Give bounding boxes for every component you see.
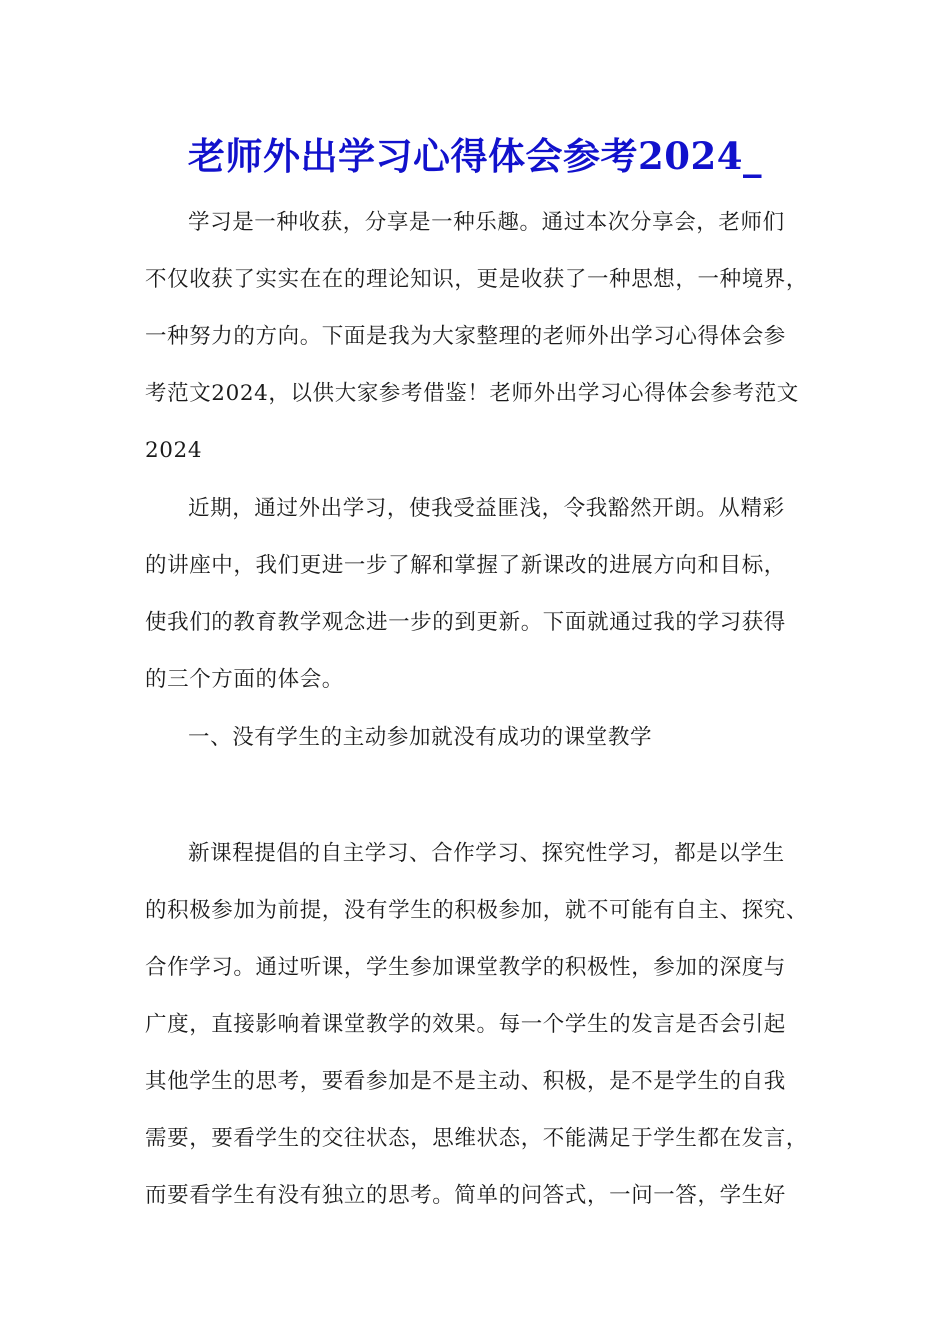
paragraph-3-line-4: 广度，直接影响着课堂教学的效果。每一个学生的发言是否会引起 xyxy=(145,1012,786,1037)
paragraph-1-line-4: 考范文2024，以供大家参考借鉴！老师外出学习心得体会参考范文 xyxy=(145,381,799,406)
paragraph-3-line-3: 合作学习。通过听课，学生参加课堂教学的积极性，参加的深度与 xyxy=(145,955,786,980)
document-title: 老师外出学习心得体会参考2024_ xyxy=(188,134,762,178)
paragraph-3-line-5: 其他学生的思考，要看参加是不是主动、积极，是不是学生的自我 xyxy=(145,1069,786,1094)
paragraph-3-line-6: 需要，要看学生的交往状态，思维状态，不能满足于学生都在发言， xyxy=(145,1126,809,1151)
paragraph-2-line-1: 近期，通过外出学习，使我受益匪浅，令我豁然开朗。从精彩 xyxy=(188,496,785,521)
paragraph-3-line-1: 新课程提倡的自主学习、合作学习、探究性学习，都是以学生 xyxy=(188,841,785,866)
paragraph-2-line-2: 的讲座中，我们更进一步了解和掌握了新课改的进展方向和目标， xyxy=(145,553,786,578)
paragraph-3-line-7: 而要看学生有没有独立的思考。简单的问答式，一问一答，学生好 xyxy=(145,1183,786,1208)
paragraph-1-line-1: 学习是一种收获，分享是一种乐趣。通过本次分享会，老师们 xyxy=(188,210,785,235)
paragraph-2-line-3: 使我们的教育教学观念进一步的到更新。下面就通过我的学习获得 xyxy=(145,610,786,635)
paragraph-1-line-2: 不仅收获了实实在在的理论知识，更是收获了一种思想，一种境界， xyxy=(145,267,809,292)
section-heading-1: 一、没有学生的主动参加就没有成功的课堂教学 xyxy=(188,725,653,750)
paragraph-2-line-4: 的三个方面的体会。 xyxy=(145,667,344,692)
paragraph-3-line-2: 的积极参加为前提，没有学生的积极参加，就不可能有自主、探究、 xyxy=(145,898,809,923)
paragraph-1-line-3: 一种努力的方向。下面是我为大家整理的老师外出学习心得体会参 xyxy=(145,324,786,349)
paragraph-1-line-5: 2024 xyxy=(145,438,203,463)
